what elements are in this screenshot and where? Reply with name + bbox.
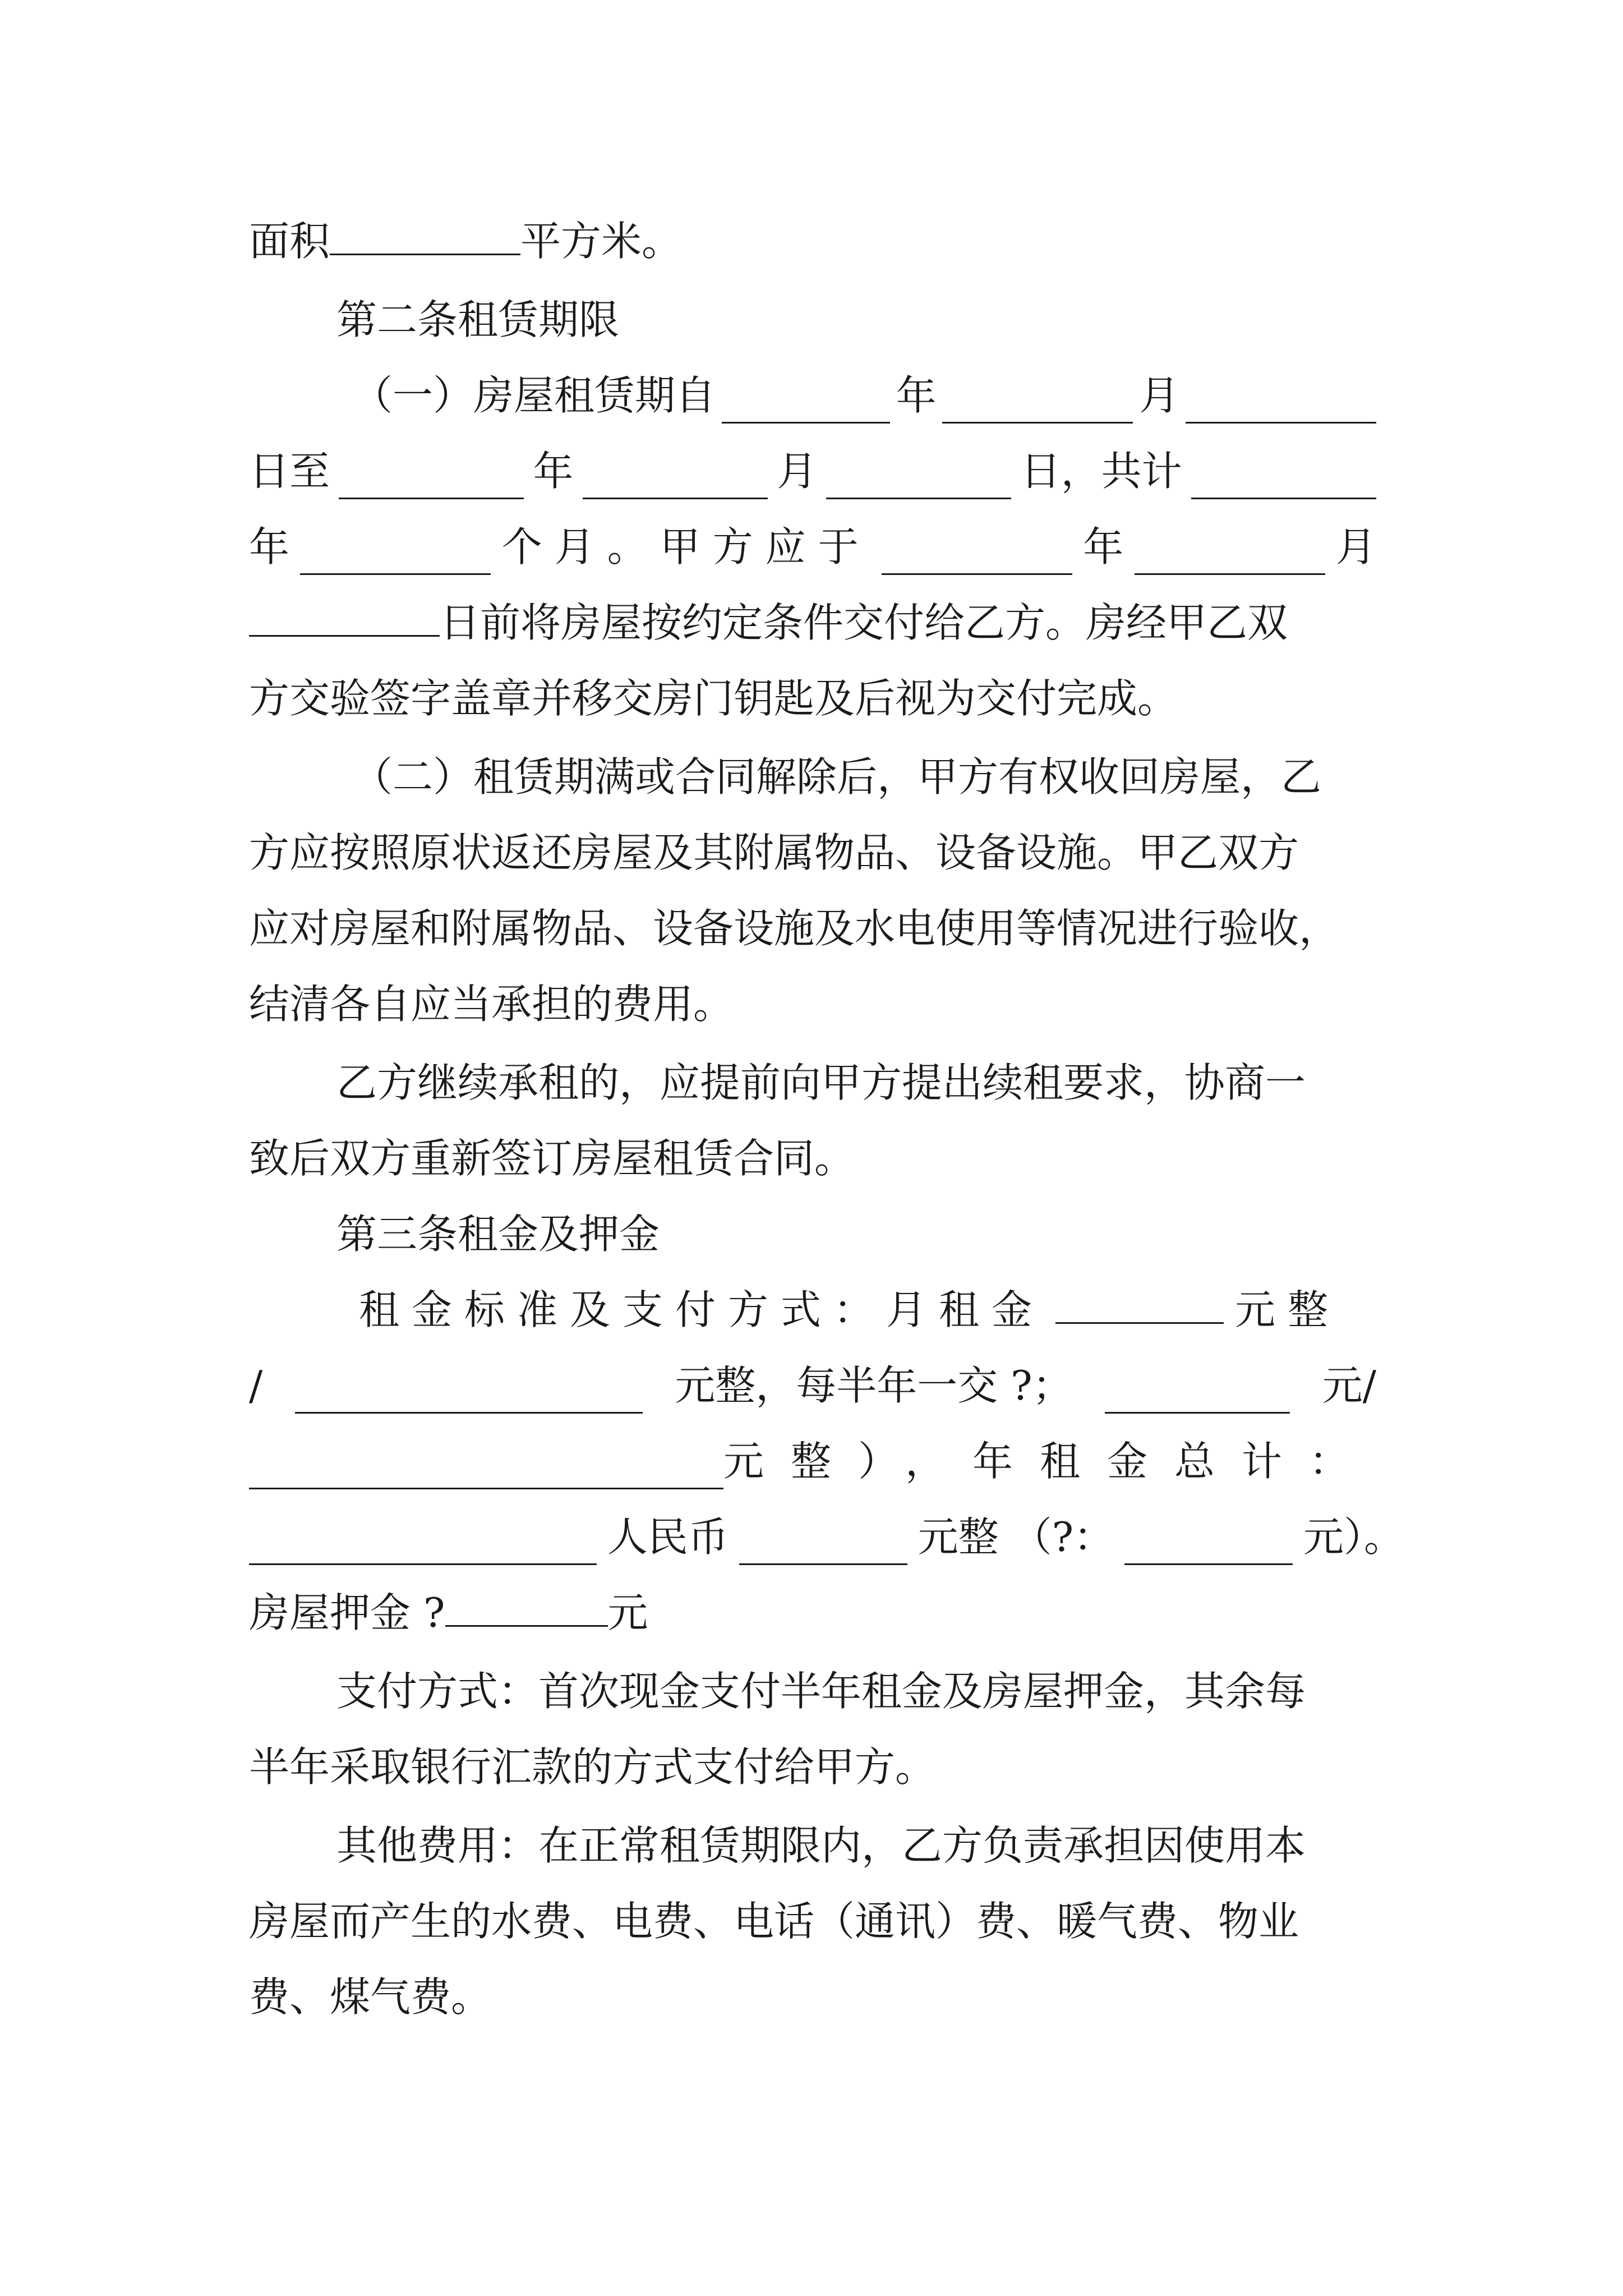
text-line: 租金标准及支付方式：月租金 元整 xyxy=(359,1286,1341,1333)
text-line: 应对房屋和附属物品、设备设施及水电使用等情况进行验收， xyxy=(249,905,1340,952)
text-line: 房屋而产生的水费、电费、电话（通讯）费、暖气费、物业 xyxy=(249,1898,1299,1945)
fill-blank xyxy=(722,387,890,424)
fill-blank xyxy=(826,463,1011,499)
fill-blank xyxy=(583,463,768,499)
text-line: （二）租赁期满或合同解除后，甲方有权收回房屋，乙 xyxy=(352,753,1322,800)
text-line: 其他费用：在正常租赁期限内，乙方负责承担因使用本 xyxy=(336,1822,1306,1869)
fill-blank xyxy=(1135,539,1325,575)
article-heading: 第二条租赁期限 xyxy=(336,296,620,343)
fill-blank xyxy=(249,1453,723,1489)
text-line: 支付方式：首次现金支付半年租金及房屋押金，其余每 xyxy=(336,1668,1306,1715)
text-line: 日至 年 月 日，共计 xyxy=(249,443,1376,499)
fill-blank xyxy=(330,219,520,255)
fill-blank xyxy=(1105,1377,1290,1414)
fill-blank xyxy=(295,1377,643,1414)
text-line: 人民币 元整 （?： 元）。 xyxy=(249,1509,1404,1565)
text-line: 费、煤气费。 xyxy=(249,1973,492,2021)
fill-blank xyxy=(300,539,491,575)
text-line: 结清各自应当承担的费用。 xyxy=(249,981,734,1028)
text-line: 房屋押金 ? 元 xyxy=(249,1589,648,1636)
text-line: 乙方继续承租的，应提前向甲方提出续租要求，协商一 xyxy=(336,1059,1306,1106)
fill-blank xyxy=(339,463,524,499)
fill-blank xyxy=(1191,463,1376,499)
fill-blank xyxy=(249,600,440,637)
text-line: 元整），年租金总计： xyxy=(249,1433,1376,1489)
text-line: 半年采取银行汇款的方式支付给甲方。 xyxy=(249,1743,936,1791)
article-heading: 第三条租金及押金 xyxy=(336,1211,660,1258)
fill-blank xyxy=(445,1590,608,1627)
text-line: 日前将房屋按约定条件交付给乙方。房经甲乙双 xyxy=(249,595,1376,651)
fill-blank xyxy=(942,387,1133,424)
fill-blank xyxy=(249,1529,597,1565)
text-line: 致后双方重新签订房屋租赁合同。 xyxy=(249,1135,855,1182)
text-line: 年 个月。甲方应于 年 月 xyxy=(249,519,1376,575)
fill-blank xyxy=(739,1529,907,1565)
fill-blank xyxy=(882,539,1072,575)
fill-blank xyxy=(1124,1529,1293,1565)
text-line: 方交验签字盖章并移交房门钥匙及后视为交付完成。 xyxy=(249,675,1178,722)
text-line: / 元整，每半年一交 ?； 元/ xyxy=(249,1358,1376,1414)
fill-blank xyxy=(1055,1287,1224,1324)
text-line: 方应按照原状返还房屋及其附属物品、设备设施。甲乙双方 xyxy=(249,829,1299,876)
text-line: 面积 平方米。 xyxy=(249,218,683,265)
text-line: （一）房屋租赁期自 年 月 xyxy=(352,367,1376,424)
fill-blank xyxy=(1186,387,1376,424)
